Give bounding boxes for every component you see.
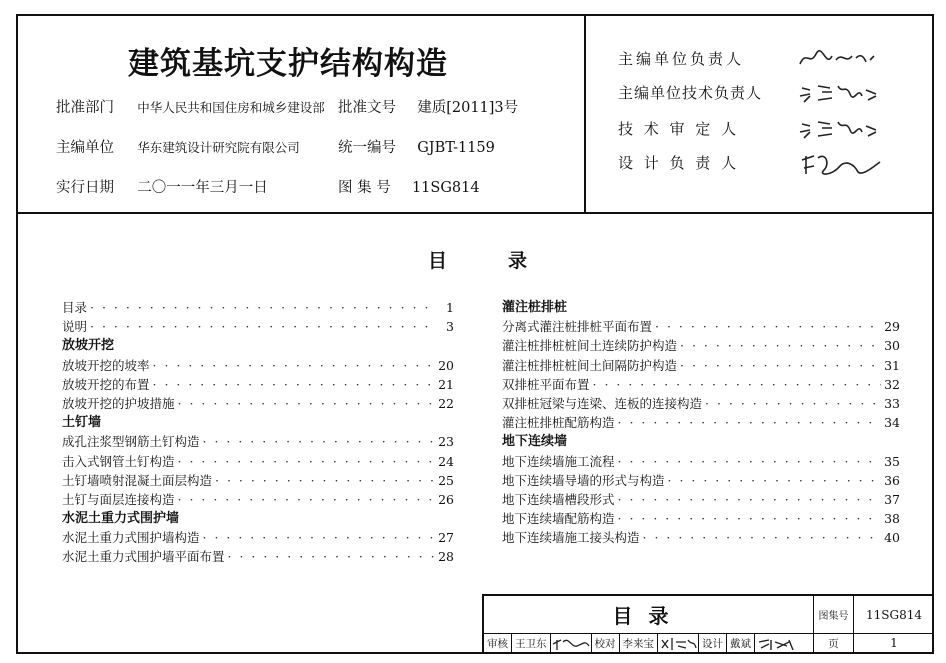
toc-entry-title: 双排桩平面布置 [502, 376, 590, 392]
toc-entry [502, 317, 900, 336]
toc-leader-dots [153, 356, 436, 375]
toc-leader-dots [618, 413, 882, 432]
approval-doc-row [338, 96, 518, 117]
toc-entry-title: 地下连续墙施工接头构造 [502, 530, 640, 546]
toc-entry-title: 土钉与面层连接构造 [62, 491, 175, 507]
atlas-no-row [338, 176, 480, 197]
title-block [482, 594, 932, 652]
effective-date-value: 二〇一一年三月一日 [137, 180, 268, 196]
title-block-title: 目录 [484, 596, 814, 634]
toc-leader-dots [215, 471, 435, 490]
effective-date-row [56, 176, 268, 197]
toc-entry [62, 432, 454, 451]
toc-entry-page: 25 [438, 472, 454, 488]
responsible-row-2 [618, 82, 762, 103]
toc-right-column [502, 298, 900, 547]
toc-entry-title: 放坡开挖的护坡措施 [62, 395, 175, 411]
toc-entry-title: 放坡开挖的布置 [62, 376, 150, 392]
toc-heading-left: 目 [428, 250, 448, 272]
title-block-page-no: 1 [890, 636, 898, 650]
toc-entry-title: 灌注桩排桩配筋构造 [502, 415, 615, 431]
reviewer-signature-icon [551, 636, 591, 650]
toc-entry-title: 灌注桩排桩桩间土间隔防护构造 [502, 357, 678, 373]
toc-leader-dots [618, 509, 882, 528]
toc-entry-title: 地下连续墙配筋构造 [502, 511, 615, 527]
toc-leader-dots [228, 547, 436, 566]
drawing-frame [16, 14, 934, 654]
atlas-title: 建筑基坑支护结构构造 [128, 46, 448, 82]
toc-entry-page: 26 [438, 491, 454, 507]
toc-entry-title: 灌注桩排桩 [502, 300, 568, 315]
toc-entry [502, 452, 900, 471]
review-label: 审核 [487, 637, 508, 650]
effective-date-label: 实行日期 [56, 180, 114, 196]
toc-entry-title: 地下连续墙槽段形式 [502, 491, 615, 507]
title-block-atlas-no: 11SG814 [854, 596, 934, 634]
responsible-row-4 [618, 152, 739, 173]
toc-leader-dots [680, 336, 881, 355]
toc-entry-page: 20 [438, 357, 454, 373]
toc-entry [502, 490, 900, 509]
responsible-role: 设 计 负 责 人 [618, 154, 740, 172]
toc-entry-title: 击入式钢管土钉构造 [62, 453, 175, 469]
toc-entry [62, 317, 454, 336]
designer-name: 戴斌 [730, 637, 751, 650]
toc-entry [502, 528, 900, 547]
editor-unit-value: 华东建筑设计研究院有限公司 [137, 140, 300, 155]
toc-leader-dots [618, 490, 882, 509]
check-label: 校对 [594, 637, 616, 650]
designer-signature-icon [755, 636, 795, 650]
toc-leader-dots [178, 452, 436, 471]
responsible-row-3 [618, 118, 739, 139]
toc-entry [62, 528, 454, 547]
toc-entry-title: 地下连续墙导墙的形式与构造 [502, 472, 665, 488]
toc-section-heading [502, 298, 900, 317]
toc-entry-page: 32 [884, 376, 900, 392]
toc-entry-title: 双排桩冠梁与连梁、连板的连接构造 [502, 395, 703, 411]
toc-entry [62, 375, 454, 394]
toc-entry [62, 547, 454, 566]
toc-entry-page: 28 [438, 549, 454, 565]
toc-entry-page: 38 [884, 511, 900, 527]
header-block [18, 16, 932, 214]
toc-leader-dots [643, 528, 882, 547]
toc-left-column [62, 298, 454, 567]
unified-no-value: GJBT-1159 [417, 140, 495, 156]
title-block-page-label: 页 [814, 634, 854, 652]
toc-entry-title: 土钉墙喷射混凝土面层构造 [62, 472, 213, 488]
toc-leader-dots [178, 490, 436, 509]
toc-entry-title: 灌注桩排桩桩间土连续防护构造 [502, 338, 678, 354]
toc-entry [62, 298, 454, 317]
toc-entry-page: 36 [884, 472, 900, 488]
toc-entry-page: 22 [438, 395, 454, 411]
toc-entry-title: 分离式灌注桩排桩平面布置 [502, 319, 653, 335]
toc-entry-page: 27 [438, 530, 454, 546]
toc-entry-page: 21 [438, 376, 454, 392]
toc-leader-dots [668, 471, 882, 490]
toc-entry-title: 地下连续墙施工流程 [502, 453, 615, 469]
toc-entry [502, 509, 900, 528]
toc-entry-title: 说明 [62, 319, 88, 335]
toc-entry-page: 34 [884, 415, 900, 431]
toc-section-heading [62, 413, 454, 432]
toc-entry-page: 40 [884, 530, 900, 546]
editor-unit-row [56, 136, 300, 157]
toc-entry [502, 413, 900, 432]
toc-entry [62, 490, 454, 509]
editor-unit-label: 主编单位 [56, 140, 114, 156]
signature-2-icon [796, 80, 886, 106]
responsible-row-1 [618, 48, 744, 69]
toc-entry [62, 471, 454, 490]
approving-dept-label: 批准部门 [56, 100, 114, 116]
toc-entry [62, 452, 454, 471]
toc-section-heading [502, 432, 900, 451]
toc-entry-page: 23 [438, 434, 454, 450]
responsible-role: 主编单位负责人 [618, 50, 745, 68]
toc-heading-right: 录 [508, 250, 528, 272]
toc-entry-title: 目录 [62, 300, 88, 315]
toc-entry [62, 356, 454, 375]
toc-entry-page: 31 [884, 357, 900, 373]
toc-entry [502, 471, 900, 490]
design-label: 设计 [702, 637, 723, 650]
signature-1-icon [796, 46, 886, 72]
header-divider [584, 16, 586, 212]
toc-leader-dots [655, 317, 881, 336]
atlas-no-label: 图 集 号 [338, 180, 391, 196]
toc-entry [502, 394, 900, 413]
toc-entry [502, 336, 900, 355]
approval-doc-value: 建质[2011]3号 [417, 100, 519, 116]
toc-entry [502, 375, 900, 394]
toc-leader-dots [90, 317, 437, 336]
toc-leader-dots [203, 528, 436, 547]
toc-entry-page: 35 [884, 453, 900, 469]
toc-entry-title: 放坡开挖的坡率 [62, 357, 150, 373]
toc-leader-dots [178, 394, 436, 413]
signature-3-icon [796, 116, 886, 142]
toc-entry-title: 水泥土重力式围护墙平面布置 [62, 549, 225, 565]
reviewer-name: 王卫东 [515, 637, 547, 650]
toc-entry-title: 水泥土重力式围护墙 [62, 511, 180, 527]
approving-dept-row [56, 96, 325, 117]
unified-no-row [338, 136, 495, 157]
toc-entry-page: 3 [446, 319, 454, 335]
toc-entry-title: 放坡开挖 [62, 338, 115, 354]
checker-name: 李来宝 [622, 637, 654, 650]
checker-signature-icon [658, 636, 698, 650]
toc-section-heading [62, 509, 454, 528]
toc-entry-page: 1 [446, 300, 454, 315]
toc-entry-page: 24 [438, 453, 454, 469]
toc-leader-dots [593, 375, 882, 394]
toc-leader-dots [680, 356, 881, 375]
toc-leader-dots [203, 432, 436, 451]
approving-dept-value: 中华人民共和国住房和城乡建设部 [137, 100, 325, 115]
toc-leader-dots [153, 375, 436, 394]
signature-4-icon [796, 150, 886, 180]
toc-entry-page: 37 [884, 491, 900, 507]
toc-entry-page: 33 [884, 395, 900, 411]
toc-section-heading [62, 336, 454, 355]
responsible-role: 主编单位技术负责人 [618, 84, 763, 102]
unified-no-label: 统一编号 [338, 140, 396, 156]
title-block-atlas-label: 图集号 [814, 596, 854, 634]
responsible-role: 技 术 审 定 人 [618, 120, 740, 138]
toc-entry-title: 成孔注浆型钢筋土钉构造 [62, 434, 200, 450]
toc-entry [62, 394, 454, 413]
atlas-no-value: 11SG814 [411, 180, 480, 196]
toc-entry-title: 地下连续墙 [502, 434, 568, 450]
toc-entry-title: 土钉墙 [62, 415, 102, 431]
toc-leader-dots [705, 394, 881, 413]
toc-entry-page: 30 [884, 338, 900, 354]
title-block-sign-row [484, 634, 814, 652]
toc-entry-title: 水泥土重力式围护墙构造 [62, 530, 200, 546]
toc-leader-dots [90, 298, 437, 317]
toc-entry [502, 356, 900, 375]
approval-doc-label: 批准文号 [338, 100, 396, 116]
toc-entry-page: 29 [884, 319, 900, 335]
toc-leader-dots [618, 452, 882, 471]
